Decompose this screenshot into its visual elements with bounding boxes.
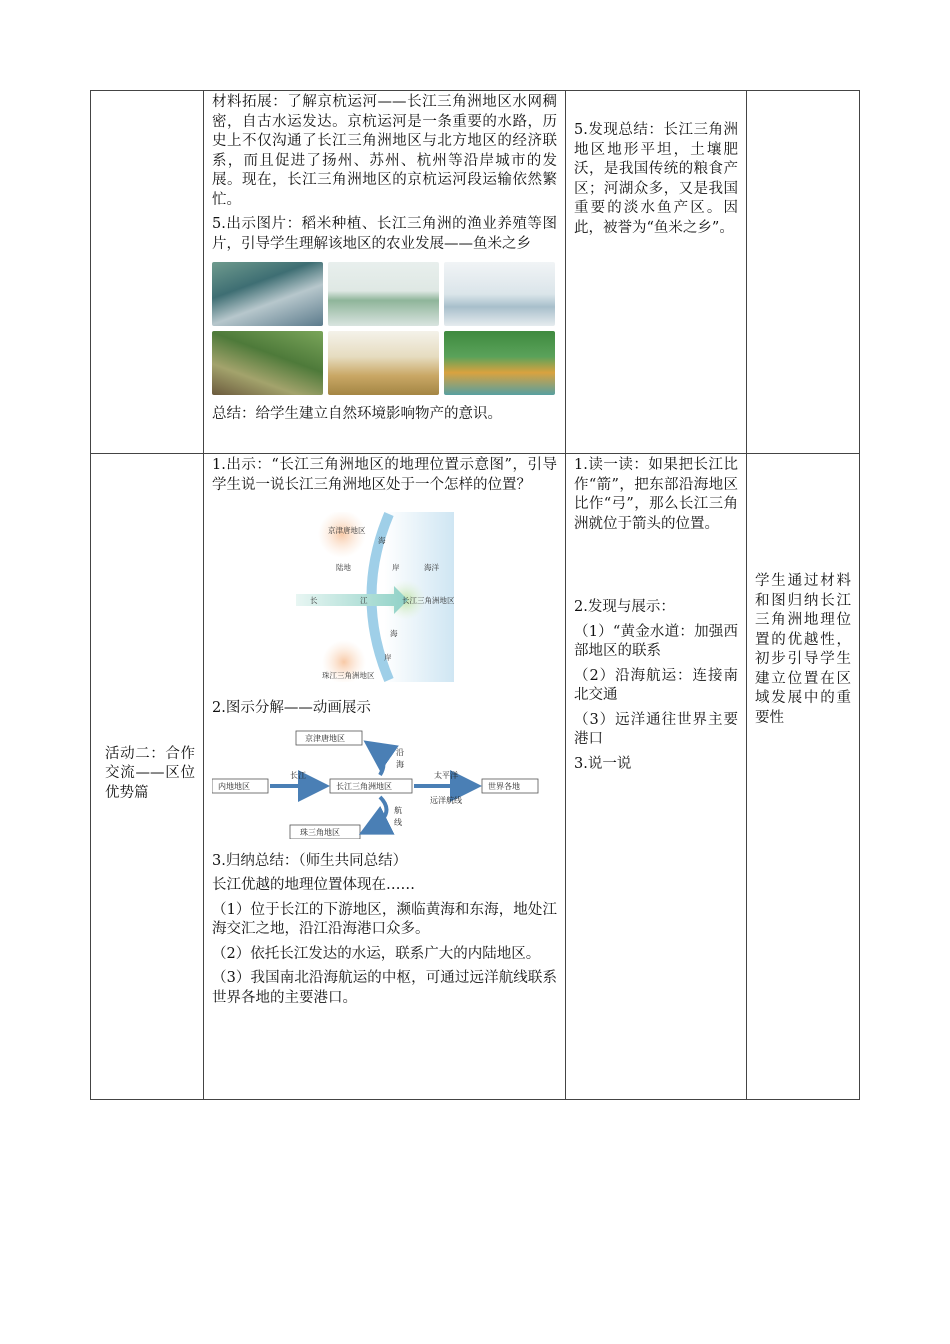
discover-point-2: （2）沿海航运：连接南北交通 <box>574 667 738 703</box>
read-text: 1.读一读：如果把长江比作“箭”，把东部沿海地区比作“弓”，那么长江三角洲就位于箭头的位置。 <box>574 457 738 532</box>
flow-label-ocean-route: 远洋航线 <box>430 796 462 805</box>
goldfish-pond-photo <box>444 331 555 395</box>
flow-label-pacific: 太平洋 <box>434 771 458 780</box>
flow-arrow-north <box>370 745 383 775</box>
say-text: 3.说一说 <box>574 755 632 772</box>
design-intent-cell-empty <box>747 91 860 454</box>
summary-text: 总结：给学生建立自然环境影响物产的意识。 <box>212 406 502 422</box>
table-row <box>91 454 860 1100</box>
activity-title: 活动二：合作交流——区位优势篇 <box>105 745 195 801</box>
fish-farm-photo <box>444 262 555 326</box>
summary-intro-text: 长江优越的地理位置体现在…… <box>212 877 415 893</box>
map-label-coast-1: 海 <box>378 536 386 545</box>
design-intent-cell <box>747 454 860 1100</box>
discover-point-3: （3）远洋通往世界主要港口 <box>574 711 738 747</box>
location-map-diagram <box>294 512 454 682</box>
flow-label-south: 珠三角地区 <box>300 828 340 837</box>
north-region-circle <box>318 512 366 558</box>
map-label-south: 珠江三角洲地区 <box>322 671 375 680</box>
flow-label-coastal-2: 海 <box>396 760 404 769</box>
map-label-delta: 长江三角洲地区 <box>402 596 454 605</box>
map-label-coast-4: 岸 <box>384 653 392 662</box>
map-label-coast-3: 海 <box>390 629 398 638</box>
student-activity-cell <box>566 91 747 454</box>
map-label-north: 京津唐地区 <box>328 526 366 535</box>
location-flow-diagram <box>212 727 542 839</box>
map-label-land: 陆地 <box>336 563 351 572</box>
flow-label-route-1: 航 <box>394 806 402 815</box>
activity-cell-empty <box>91 91 204 454</box>
teacher-activity-cell <box>204 91 566 454</box>
activity-cell <box>91 454 204 1100</box>
map-label-river-1: 长 <box>310 596 318 605</box>
summary-point-2: （2）依托长江发达的水运，联系广大的内陆地区。 <box>212 945 541 962</box>
material-expansion-text: 材料拓展：了解京杭运河——长江三角洲地区水网稠密，自古水运发达。京杭运河是一条重要的水路，历史上不仅沟通了长江三角洲地区与北方地区的经济联系，而且促进了扬州、苏州、杭州等沿岸城市的发展。现在，长江三角洲地区的京杭运河段运输依然繁忙。 <box>212 94 557 208</box>
map-label-ocean: 海洋 <box>424 563 439 572</box>
finding-summary-text: 5.发现总结：长江三角洲地区地形平坦，土壤肥沃，是我国传统的粮食产区；河湖众多，又是我国重要的淡水鱼产区。因此，被誉为“鱼米之乡”。 <box>574 122 738 236</box>
crab-photo <box>212 331 323 395</box>
lesson-plan-table <box>90 90 860 1100</box>
fishery-photo <box>212 262 323 326</box>
discover-text: 2.发现与展示： <box>574 599 675 615</box>
show-pictures-text: 5.出示图片：稻米种植、长江三角洲的渔业养殖等图片，引导学生理解该地区的农业发展——鱼米之乡 <box>212 216 557 252</box>
flow-label-yangtze: 长江 <box>290 771 306 780</box>
summary-point-1: （1）位于长江的下游地区，濒临黄海和东海，地处江海交汇之地，沿江沿海港口众多。 <box>212 901 557 937</box>
flow-label-inland: 内地地区 <box>218 782 250 791</box>
flow-label-north: 京津唐地区 <box>305 734 345 743</box>
flow-label-coastal-1: 沿 <box>396 748 404 757</box>
step1-text: 1.出示：“长江三角洲地区的地理位置示意图”，引导学生说一说长江三角洲地区处于一个怎样的位置？ <box>212 457 557 493</box>
step3-text: 3.归纳总结：（师生共同总结） <box>212 852 408 869</box>
discover-point-1: （1）“黄金水道：加强西部地区的联系 <box>574 623 738 659</box>
flow-label-world: 世界各地 <box>488 782 520 791</box>
student-activity-cell <box>566 454 747 1100</box>
rice-photo <box>328 331 439 395</box>
map-label-coast-2: 岸 <box>392 563 400 572</box>
table-row <box>91 91 860 454</box>
flow-label-delta: 长江三角洲地区 <box>336 782 392 791</box>
photo-grid <box>212 262 555 395</box>
step2-text: 2.图示分解——动画展示 <box>212 699 371 716</box>
flow-label-route-2: 线 <box>394 818 402 827</box>
design-intent-text: 学生通过材料和图归纳长江三角洲地理位置的优越性，初步引导学生建立位置在区域发展中的重要性 <box>755 573 851 726</box>
teacher-activity-cell <box>204 454 566 1100</box>
map-label-river-2: 江 <box>360 596 368 605</box>
wetland-photo <box>328 262 439 326</box>
summary-point-3: （3）我国南北沿海航运的中枢，可通过远洋航线联系世界各地的主要港口。 <box>212 970 557 1006</box>
flow-arrow-south <box>366 797 386 831</box>
